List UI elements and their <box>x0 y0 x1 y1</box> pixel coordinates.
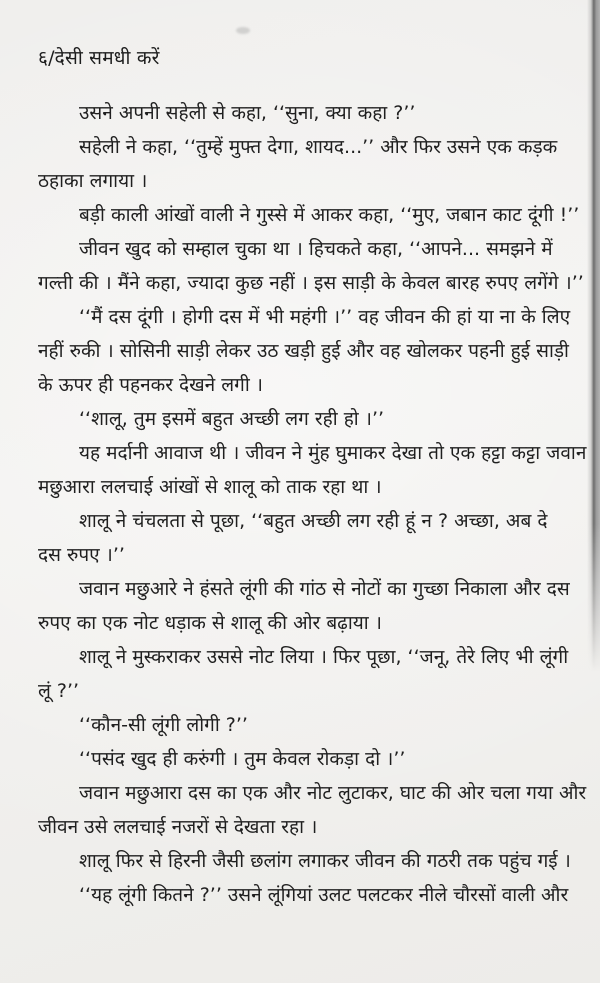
text-line: ‘‘मैं दस दूंगी । होगी दस में भी महंगी ।’’ वह जीवन की हां या ना के लिए <box>79 306 571 328</box>
text-line: जीवन खुद को सम्हाल चुका था । हिचकते कहा, ‘‘आपने... समझने में <box>79 238 553 260</box>
page-edge-shadow <box>587 0 600 672</box>
text-line: ‘‘यह लूंगी कितने ?’’ उसने लूंगियां उलट पलटकर नीले चौरसों वाली और <box>79 884 569 906</box>
page-running-header: ६/देसी समधी करें <box>38 47 160 69</box>
text-line: शालू ने चंचलता से पूछा, ‘‘बहुत अच्छी लग रही हूं न ? अच्छा, अब दे <box>79 510 548 532</box>
text-line: शालू ने मुस्कराकर उससे नोट लिया । फिर पूछा, ‘‘जनू, तेरे लिए भी लूंगी <box>79 646 569 668</box>
text-line: बड़ी काली आंखों वाली ने गुस्से में आकर कहा, ‘‘मुए, जबान काट दूंगी !’’ <box>79 204 580 226</box>
text-line: शालू फिर से हिरनी जैसी छलांग लगाकर जीवन की गठरी तक पहुंच गई । <box>79 850 571 872</box>
text-line: जवान मछुआरा दस का एक और नोट लुटाकर, घाट की ओर चला गया और <box>79 782 587 804</box>
text-line: लूं ?’’ <box>38 680 80 702</box>
scan-smudge <box>236 27 250 34</box>
text-line: ‘‘पसंद खुद ही करुंगी । तुम केवल रोकड़ा दो ।’’ <box>79 748 406 770</box>
text-line: ठहाका लगाया । <box>38 170 148 192</box>
text-line: के ऊपर ही पहनकर देखने लगी । <box>38 374 263 396</box>
text-line: मछुआरा ललचाई आंखों से शालू को ताक रहा था । <box>38 476 382 498</box>
text-line: जवान मछुआरे ने हंसते लूंगी की गांठ से नोटों का गुच्छा निकाला और दस <box>79 578 570 600</box>
text-line: ‘‘कौन-सी लूंगी लोगी ?’’ <box>79 714 248 736</box>
page-body-text <box>38 96 587 912</box>
text-line: दस रुपए ।’’ <box>38 544 125 566</box>
text-line: नहीं रुकी । सोसिनी साड़ी लेकर उठ खड़ी हुई और वह खोलकर पहनी हुई साड़ी <box>38 340 569 362</box>
text-line: गल्ती की । मैंने कहा, ज्यादा कुछ नहीं । इस साड़ी के केवल बारह रुपए लगेंगे ।’’ <box>38 272 584 294</box>
text-line: जीवन उसे ललचाई नजरों से देखता रहा । <box>38 816 318 838</box>
text-line: ‘‘शालू, तुम इसमें बहुत अच्छी लग रही हो ।’’ <box>79 408 385 430</box>
text-line: उसने अपनी सहेली से कहा, ‘‘सुना, क्या कहा ?’’ <box>79 102 416 124</box>
text-line: यह मर्दानी आवाज थी । जीवन ने मुंह घुमाकर देखा तो एक हट्टा कट्टा जवान <box>79 442 587 464</box>
text-line: रुपए का एक नोट धड़ाक से शालू की ओर बढ़ाया । <box>38 612 382 634</box>
text-line: सहेली ने कहा, ‘‘तुम्हें मुफ्त देगा, शायद...’’ और फिर उसने एक कड़क <box>79 136 558 158</box>
